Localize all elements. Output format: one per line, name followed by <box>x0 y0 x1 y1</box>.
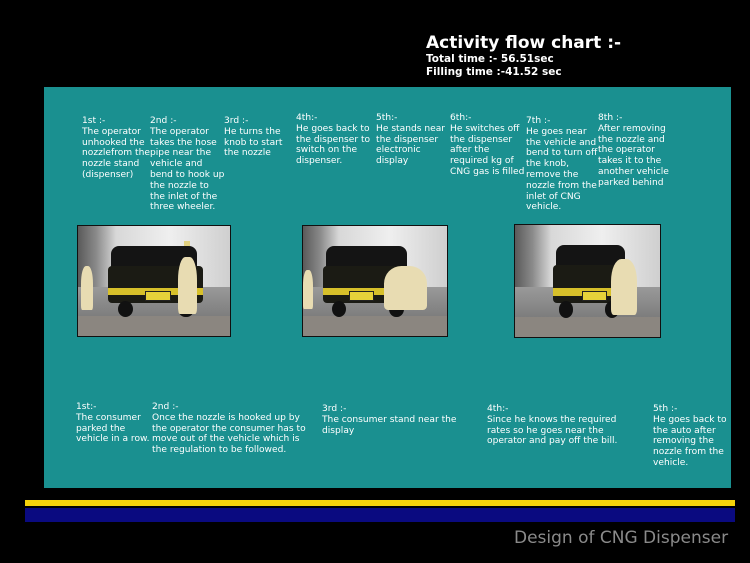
photo-operator-at-dispenser <box>302 225 448 337</box>
operator-step-4 <box>296 113 376 167</box>
step-text: The consumer parked the vehicle in a row. <box>76 412 150 445</box>
operator-step-3 <box>224 116 292 159</box>
step-text: He stands near the dispenser electronic display <box>376 123 446 167</box>
consumer-step-5 <box>653 404 729 469</box>
consumer-step-2 <box>152 402 316 456</box>
step-number: 3rd :- <box>224 116 249 126</box>
operator-step-8 <box>598 113 674 189</box>
operator-step-6 <box>450 113 526 178</box>
step-number: 1st:- <box>76 402 97 412</box>
step-text: Since he knows the required rates so he goes near the operator and pay off the bill. <box>487 414 618 447</box>
operator-step-5 <box>376 113 450 167</box>
footer-title: Design of CNG Dispenser <box>514 528 729 548</box>
step-text: He turns the knob to start the nozzle <box>224 126 283 159</box>
consumer-step-3 <box>322 404 472 436</box>
consumer-step-4 <box>487 404 633 447</box>
step-text: He goes back to the dispenser to switch on the dispenser. <box>296 123 371 167</box>
step-number: 1st :- <box>82 116 106 126</box>
step-number: 7th :- <box>526 116 551 126</box>
step-number: 6th:- <box>450 113 472 123</box>
step-number: 3rd :- <box>322 404 347 414</box>
step-text: After removing the nozzle and the operator takes it to the another vehicle parked behind <box>598 123 669 188</box>
photo-operator-removing-nozzle <box>514 224 661 338</box>
step-number: 2nd :- <box>150 116 177 126</box>
step-text: Once the nozzle is hooked up by the operator the consumer has to move out of the vehicle which is the regulation to be followed. <box>152 412 306 456</box>
step-text: The consumer stand near the display <box>322 414 457 436</box>
step-text: He switches off the dispenser after the required kg of CNG gas is filled <box>450 123 525 177</box>
step-number: 5th:- <box>376 113 398 123</box>
step-number: 4th:- <box>296 113 318 123</box>
flow-panel <box>44 87 731 488</box>
header <box>426 33 746 79</box>
step-text: The operator unhooked the nozzlefrom the nozzle stand (dispenser) <box>82 126 150 180</box>
operator-step-1 <box>82 116 150 181</box>
operator-step-2 <box>150 116 226 213</box>
step-number: 5th :- <box>653 404 678 414</box>
step-number: 8th :- <box>598 113 623 123</box>
photo-operator-hooking-nozzle <box>77 225 231 337</box>
operator-step-7 <box>526 116 602 213</box>
filling-time: Filling time :-41.52 sec <box>426 66 562 78</box>
step-text: The operator takes the hose pipe near the vehicle and bend to hook up the nozzle to the inlet of the three wheeler. <box>150 126 225 213</box>
step-number: 4th:- <box>487 404 509 414</box>
step-text: He goes near the vehicle and bend to turn off the knob, remove the nozzle from the inlet of CNG vehicle. <box>526 126 598 213</box>
step-number: 2nd :- <box>152 402 179 412</box>
step-text: He goes back to the auto after removing the nozzle from the vehicle. <box>653 414 727 468</box>
consumer-step-1 <box>76 402 150 445</box>
chart-title: Activity flow chart :- <box>426 33 622 53</box>
divider-navy <box>25 508 735 522</box>
divider-yellow <box>25 500 735 506</box>
total-time: Total time :- 56.51sec <box>426 53 554 65</box>
